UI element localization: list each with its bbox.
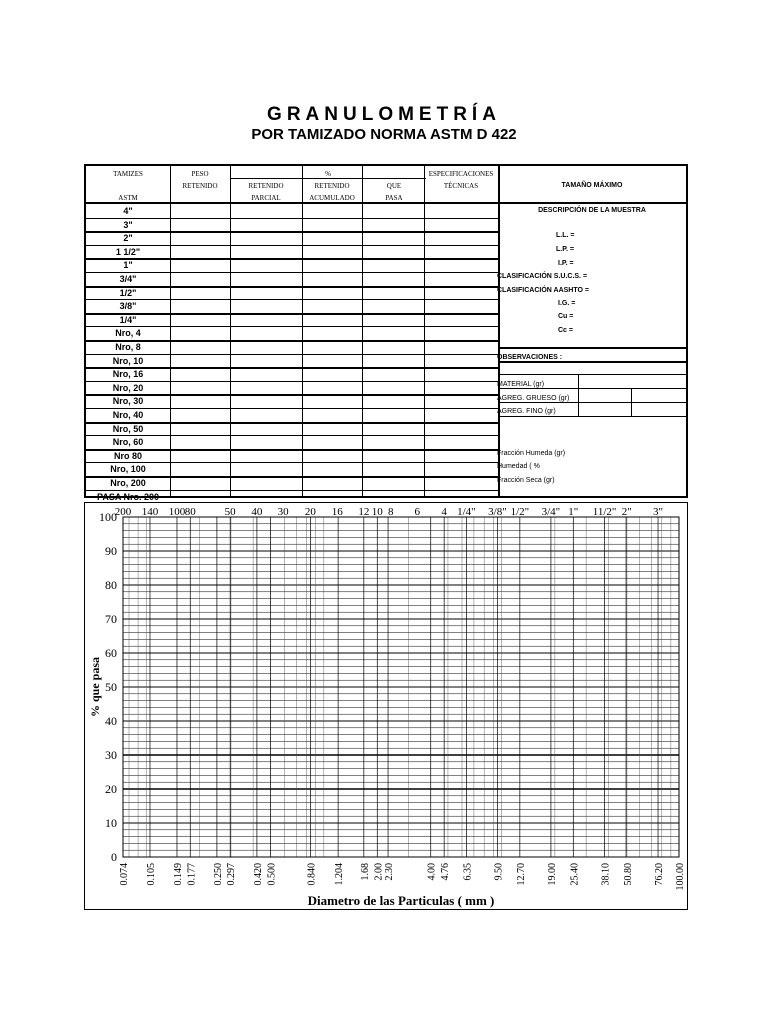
sieve-top-label: 2" [621,506,632,518]
col-ret-parcial-1: RETENIDO [248,182,284,190]
sieve-label: 1/2" [119,287,137,298]
sieve-label: Nro, 200 [110,478,146,488]
sieve-top-label: 20 [304,506,316,518]
x-tick-label: 0.149 [172,863,184,886]
col-que-pasa-2: PASA [385,194,403,202]
sieve-top-label: 100 [168,506,186,518]
humedad-label: Humedad ( % [497,463,540,470]
material-top-line [498,374,686,375]
sieve-top-label: 8 [387,506,394,518]
sieve-top-label: 1/4" [457,506,476,518]
x-tick-label: 0.074 [119,863,130,886]
sieve-top-label: 6 [414,506,421,518]
gradation-chart-frame [84,502,688,910]
ip-label: I.P. = [558,260,574,267]
y-axis-label: % que pasa [88,656,102,718]
sieve-analysis-table [84,164,688,502]
column-line [170,166,171,496]
col-astm: ASTM [118,194,138,202]
sieve-label: Nro, 100 [110,464,146,475]
agreg-col-line [631,388,632,416]
col-que-pasa-1: QUE [386,182,402,190]
sieve-top-label: 4 [441,506,447,518]
fraccion-humeda-label: Fracción Humeda (gr) [497,450,566,457]
x-tick-label: 19.00 [546,863,558,886]
sieve-label: Nro, 30 [112,396,144,407]
header-bottom-line [86,202,498,204]
sieve-label: Nro, 4 [115,328,141,339]
x-tick-label: 2.30 [384,863,396,881]
sieve-label: 3" [123,219,133,230]
x-axis-label: Diametro de las Particulas ( mm ) [307,893,495,908]
sieve-label: Nro, 20 [112,382,144,393]
y-tick-label: 50 [105,680,117,694]
sieve-label: Nro, 50 [112,423,144,434]
x-tick-label: 0.250 [212,863,224,886]
observaciones-top-line [498,347,686,349]
y-tick-label: 100 [99,510,117,524]
sieve-top-label: 3/4" [541,506,561,518]
y-tick-label: 20 [105,782,117,796]
material-col-line [578,374,579,416]
column-line [302,166,303,496]
y-tick-label: 10 [105,816,117,830]
descripcion-muestra: DESCRIPCIÓN DE LA MUESTRA [538,207,646,214]
y-tick-label: 0 [111,850,117,864]
column-line [362,166,363,496]
col-ret-parcial-2: PARCIAL [251,194,281,202]
sieve-top-label: 12 [358,506,370,518]
col-espec-1: ESPECIFICACIONES [428,170,494,178]
sieve-label: 2" [123,233,133,244]
x-tick-label: 0.500 [266,863,278,886]
sieve-label: Nro 80 [113,450,142,461]
material-label: MATERIAL (gr) [497,381,545,388]
sieve-label: 4" [123,206,133,216]
sucs-label: CLASIFICACIÓN S.U.C.S. = [497,273,588,280]
sieve-label: 3/8" [119,301,137,312]
right-header-line [498,202,686,204]
col-peso: PESO [191,170,209,178]
y-tick-label: 30 [105,748,117,762]
x-tick-label: 12.70 [515,863,527,886]
sieve-top-label: 1" [568,506,579,518]
sieve-label: 3/4" [119,274,137,284]
sieve-label: PASA Nro. 200 [96,491,160,502]
x-tick-label: 0.420 [252,863,264,886]
aashto-label: CLASIFICACIÓN AASHTO = [497,287,589,294]
sieve-top-label: 11/2" [592,506,617,518]
y-tick-label: 40 [105,714,117,728]
sieve-top-label: 40 [251,506,263,518]
col-tamizes: TAMIZES [113,170,143,178]
sieve-top-label: 200 [114,506,132,518]
lp-label: L.P. = [556,246,574,253]
x-tick-label: 6.35 [462,863,474,881]
x-tick-label: 38.10 [600,863,612,886]
sieve-top-label: 3" [653,506,664,518]
x-tick-label: 9.50 [493,863,505,881]
x-tick-label: 76.20 [654,863,666,886]
sieve-top-label: 80 [184,506,196,518]
sieve-label: 1 1/2" [115,246,141,257]
y-tick-label: 70 [105,612,117,626]
sieve-label: Nro, 16 [112,369,144,380]
y-tick-label: 80 [105,578,117,592]
x-tick-label: 100.00 [675,863,686,891]
fino-bottom-line [498,416,686,417]
sieve-label: Nro, 40 [112,410,144,420]
col-espec-2: TÉCNICAS [443,182,479,190]
gradation-chart [85,503,687,909]
page-subtitle: POR TAMIZADO NORMA ASTM D 422 [251,126,517,143]
column-line [230,166,231,496]
sieve-top-label: 140 [141,506,159,518]
x-tick-label: 50.80 [622,863,634,886]
ig-label: I.G. = [558,300,576,307]
sieve-label: Nro, 8 [115,342,141,352]
sieve-top-label: 30 [277,506,289,518]
cu-label: Cu = [558,313,574,320]
page-title: GRANULOMETRÍA [267,104,501,125]
sieve-top-label: 50 [224,506,236,518]
x-tick-label: 0.840 [306,863,318,886]
pct-header-line [230,178,426,179]
x-tick-label: 4.76 [440,863,452,881]
agreg-fino-label: AGREG. FINO (gr) [497,408,556,415]
cc-label: Cc = [558,327,573,334]
right-panel-divider [498,166,500,496]
y-tick-label: 60 [105,646,117,660]
x-tick-label: 0.105 [145,863,157,886]
x-tick-label: 1.68 [359,863,371,881]
observaciones-label: OBSERVACIONES : [497,354,563,361]
x-tick-label: 25.40 [569,863,581,886]
col-percent: % [325,170,331,178]
col-ret-acum-2: ACUMULADO [309,194,355,202]
x-tick-label: 4.00 [426,863,438,881]
sieve-label: 1" [123,260,133,271]
sieve-top-label: 1/2" [510,506,530,518]
y-tick-label: 90 [105,544,117,558]
col-ret-acum-1: RETENIDO [314,182,350,190]
sieve-top-label: 16 [331,506,343,518]
sieve-label: Nro, 60 [112,437,144,448]
ll-label: L.L. = [556,232,575,239]
sieve-top-label: 3/8" [488,506,507,518]
agreg-grueso-label: AGREG. GRUESO (gr) [497,395,570,402]
sieve-top-label: 10 [371,506,383,518]
tamano-maximo-label: TAMAÑO MÁXIMO [561,182,623,189]
column-line [424,166,425,496]
x-tick-label: 2.00 [373,863,385,881]
sieve-label: 1/4" [119,314,137,325]
x-tick-label: 1.204 [334,863,346,886]
col-retenido: RETENIDO [182,182,218,190]
x-tick-label: 0.297 [226,863,238,886]
fraccion-seca-label: Fracción Seca (gr) [497,477,555,484]
sieve-label: Nro, 10 [112,355,144,366]
x-tick-label: 0.177 [186,863,198,886]
